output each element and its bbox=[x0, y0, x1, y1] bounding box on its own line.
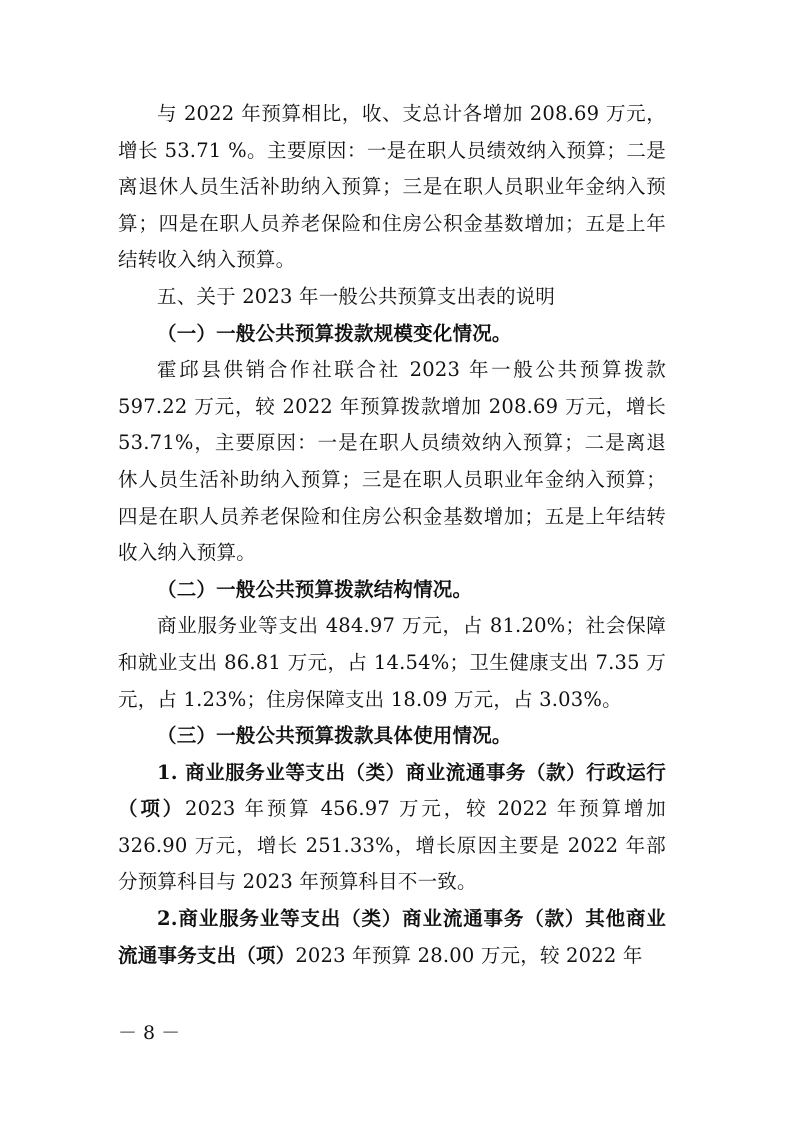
page-number: － 8 － bbox=[118, 1022, 181, 1044]
item-2-title: 2.商业服务业等支出（类）商业流通事务（款）其他商业流通事务支出（项） bbox=[118, 907, 666, 967]
item-1-text: 2023 年预算 456.97 万元，较 2022 年预算增加 326.90 万元，增长 251.33%，增长原因主要是 2022 年部分预算科目与 2023 年预算科目不一致。 bbox=[118, 797, 666, 894]
document-body bbox=[118, 96, 666, 974]
subheading-2: （二）一般公共预算拨款结构情况。 bbox=[157, 577, 473, 601]
paragraph-item-1 bbox=[118, 755, 666, 901]
paragraph-item-2 bbox=[118, 901, 666, 974]
subheading-1: （一）一般公共预算拨款规模变化情况。 bbox=[157, 321, 512, 345]
section-heading-5: 五、关于 2023 年一般公共预算支出表的说明 bbox=[157, 284, 556, 308]
paragraph-budget-comparison: 与 2022 年预算相比，收、支总计各增加 208.69 万元，增长 53.71 %。主要原因：一是在职人员绩效纳入预算；二是离退休人员生活补助纳入预算；三是在职人员职业年金纳入预算；四是在职人员养老保险和住房公积金基数增加；五是上年结转收入纳入预算。 bbox=[118, 102, 666, 272]
item-1-title: 1. 商业服务业等支出（类）商业流通事务（款）行政运行（项） bbox=[118, 760, 666, 821]
subheading-3: （三）一般公共预算拨款具体使用情况。 bbox=[157, 724, 512, 748]
item-2-text: 2023 年预算 28.00 万元，较 2022 年 bbox=[295, 943, 643, 967]
paragraph-structure: 商业服务业等支出 484.97 万元，占 81.20%；社会保障和就业支出 86.81 万元，占 14.54%；卫生健康支出 7.35 万元，占 1.23%；住房保障支出 18.09 万元，占 3.03%。 bbox=[118, 614, 666, 711]
paragraph-scale-change: 霍邱县供销合作社联合社 2023 年一般公共预算拨款 597.22 万元，较 2022 年预算拨款增加 208.69 万元，增长 53.71%，主要原因：一是在职人员绩效纳入预算；二是离退休人员生活补助纳入预算；三是在职人员职业年金纳入预算；四是在职人员养老保险和住房公积金基数增加；五是上年结转收入纳入预算。 bbox=[118, 358, 666, 565]
